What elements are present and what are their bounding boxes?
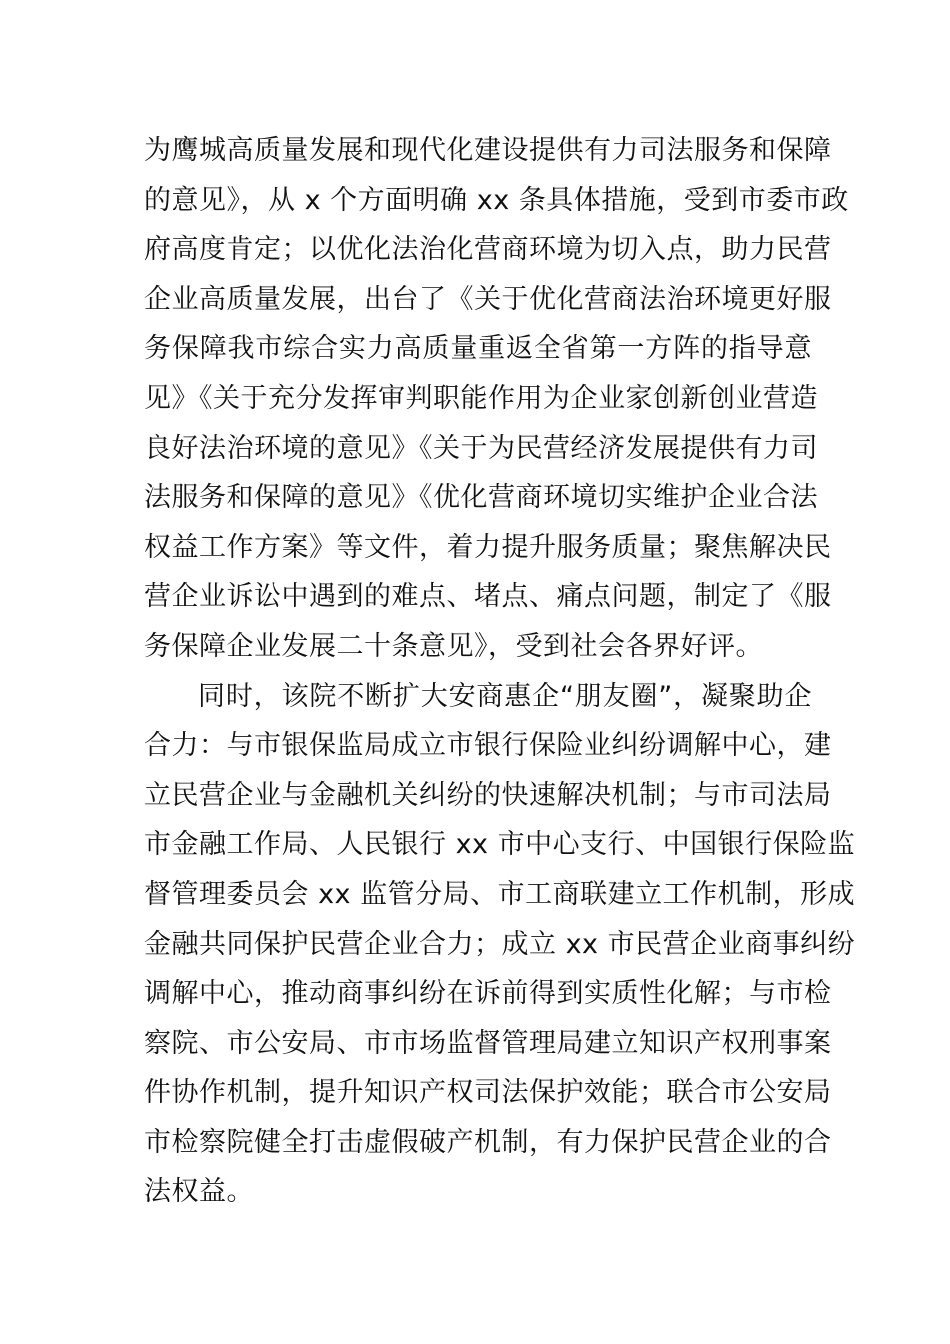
- text-line: 金融共同保护民营企业合力；成立 xx 市民营企业商事纠纷: [144, 928, 856, 960]
- text-line: 权益工作方案》等文件，着力提升服务质量；聚焦解决民: [144, 531, 832, 563]
- text-line: 合力：与市银保监局成立市银行保险业纠纷调解中心，建: [144, 730, 832, 762]
- text-line: 府高度肯定；以优化法治化营商环境为切入点，助力民营: [144, 234, 832, 266]
- text-line: 调解中心，推动商事纠纷在诉前得到实质性化解；与市检: [144, 978, 832, 1010]
- paragraph-1: [144, 126, 849, 672]
- text-line: 见》《关于充分发挥审判职能作用为企业家创新创业营造: [144, 382, 818, 414]
- text-line: 的意见》，从 x 个方面明确 xx 条具体措施，受到市委市政: [144, 184, 849, 216]
- text-line: 立民营企业与金融机关纠纷的快速解决机制；与市司法局: [144, 779, 832, 811]
- text-line: 察院、市公安局、市市场监督管理局建立知识产权刑事案: [144, 1027, 832, 1059]
- text-line: 为鹰城高质量发展和现代化建设提供有力司法服务和保障: [144, 135, 832, 166]
- text-line: 市检察院健全打击虚假破产机制，有力保护民营企业的合: [144, 1126, 832, 1158]
- text-line: 市金融工作局、人民银行 xx 市中心支行、中国银行保险监: [144, 829, 856, 861]
- document-body: [144, 126, 856, 1217]
- text-line: 营企业诉讼中遇到的难点、堵点、痛点问题，制定了《服: [144, 581, 832, 613]
- paragraph-2: [144, 672, 856, 1218]
- text-line: 督管理委员会 xx 监管分局、市工商联建立工作机制，形成: [144, 878, 856, 910]
- text-line: 企业高质量发展，出台了《关于优化营商法治环境更好服: [144, 283, 832, 315]
- text-line: 务保障我市综合实力高质量重返全省第一方阵的指导意: [144, 333, 812, 365]
- text-line: 法服务和保障的意见》《优化营商环境切实维护企业合法: [144, 482, 818, 514]
- text-line: 法权益。: [144, 1176, 254, 1208]
- text-line: 件协作机制，提升知识产权司法保护效能；联合市公安局: [144, 1077, 832, 1109]
- text-line: 良好法治环境的意见》《关于为民营经济发展提供有力司: [144, 432, 818, 464]
- text-line: 同时，该院不断扩大安商惠企“朋友圈”，凝聚助企: [198, 680, 812, 712]
- text-line: 务保障企业发展二十条意见》，受到社会各界好评。: [144, 630, 763, 662]
